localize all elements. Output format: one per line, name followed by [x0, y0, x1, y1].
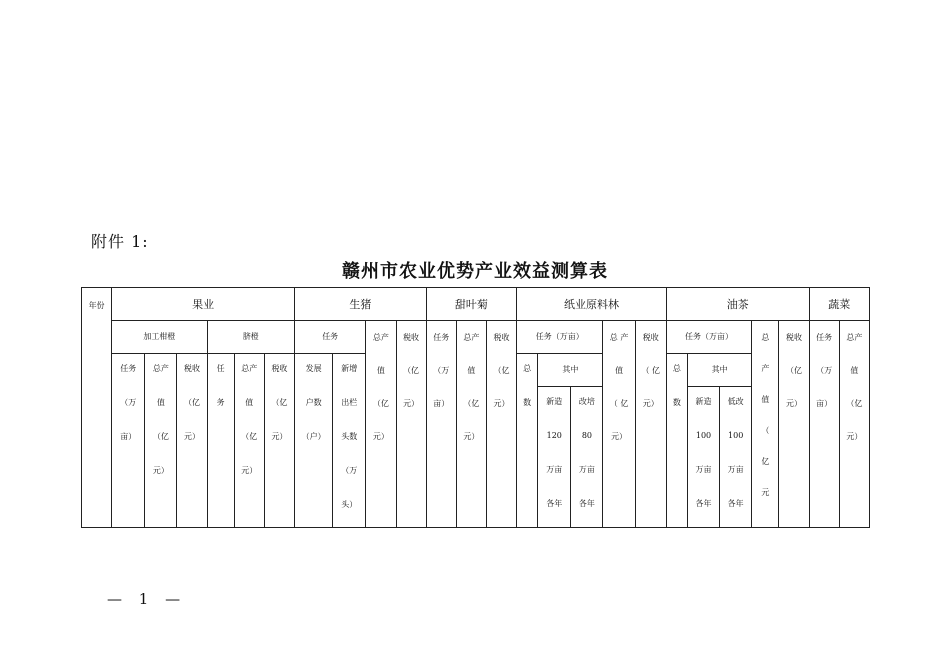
pig-task-header: 任务 [295, 321, 366, 354]
paper-among-header: 其中 [538, 354, 603, 387]
group-fruit: 果业 [112, 288, 295, 321]
processed-citrus-header: 加工柑橙 [112, 321, 207, 354]
group-pig: 生猪 [295, 288, 427, 321]
camellia-output-header: 总 产 值 （ 亿 元 [761, 333, 770, 497]
citrus-output-header: 总产 值 （亿 元） [152, 364, 169, 475]
navel-output-header: 总产 值 （亿 元） [241, 364, 258, 475]
citrus-tax-header: 税收 （亿 元） [184, 364, 201, 441]
year-header: 年份 [82, 288, 112, 528]
table-title: 赣州市农业优势产业效益测算表 [342, 261, 608, 282]
camellia-among-header: 其中 [687, 354, 751, 387]
paper-new-plant-header: 新造 120 万亩 各年 [546, 397, 563, 508]
paper-task-header: 任务（万亩） [517, 321, 603, 354]
citrus-task-header: 任务 （万 亩） [120, 364, 137, 441]
veg-task-header: 任务 （万 亩） [816, 333, 833, 408]
camellia-improve-header: 低改 100 万亩 各年 [727, 397, 744, 508]
paper-tax-header: 税收 （ 亿 元） [641, 333, 661, 408]
camellia-total-header: 总 数 [672, 364, 681, 407]
stevia-output-header: 总产 值 （亿 元） [463, 333, 480, 441]
stevia-task-header: 任务 （万 亩） [433, 333, 450, 408]
navel-orange-header: 脐橙 [207, 321, 294, 354]
pig-tax-header: 税收 （亿 元） [403, 333, 420, 408]
paper-improve-header: 改培 80 万亩 各年 [578, 397, 595, 508]
group-camellia: 油茶 [666, 288, 809, 321]
camellia-task-header: 任务（万亩） [666, 321, 751, 354]
page-number: — 1 — [107, 590, 187, 608]
group-paper-forest: 纸业原料林 [517, 288, 667, 321]
stevia-tax-header: 税收 （亿 元） [493, 333, 510, 408]
camellia-tax-header: 税收 （亿 元） [785, 333, 802, 408]
navel-task-header: 任 务 [216, 364, 225, 407]
pig-households-header: 发展 户数 （户） [301, 364, 326, 441]
group-vegetable: 蔬菜 [809, 288, 869, 321]
group-stevia: 甜叶菊 [426, 288, 516, 321]
pig-output-header: 总产 值 （亿 元） [372, 333, 389, 441]
navel-tax-header: 税收 （亿 元） [271, 364, 288, 441]
paper-total-header: 总 数 [523, 364, 532, 407]
paper-output-header: 总 产 值 （ 亿 元） [609, 333, 629, 441]
benefit-table [81, 287, 870, 528]
camellia-new-plant-header: 新造 100 万亩 各年 [695, 397, 712, 508]
veg-output-header: 总产 值 （亿 元） [846, 333, 863, 441]
attachment-label: 附件 1: [91, 232, 149, 251]
pig-new-head-header: 新增 出栏 头数 （万 头） [341, 364, 358, 509]
